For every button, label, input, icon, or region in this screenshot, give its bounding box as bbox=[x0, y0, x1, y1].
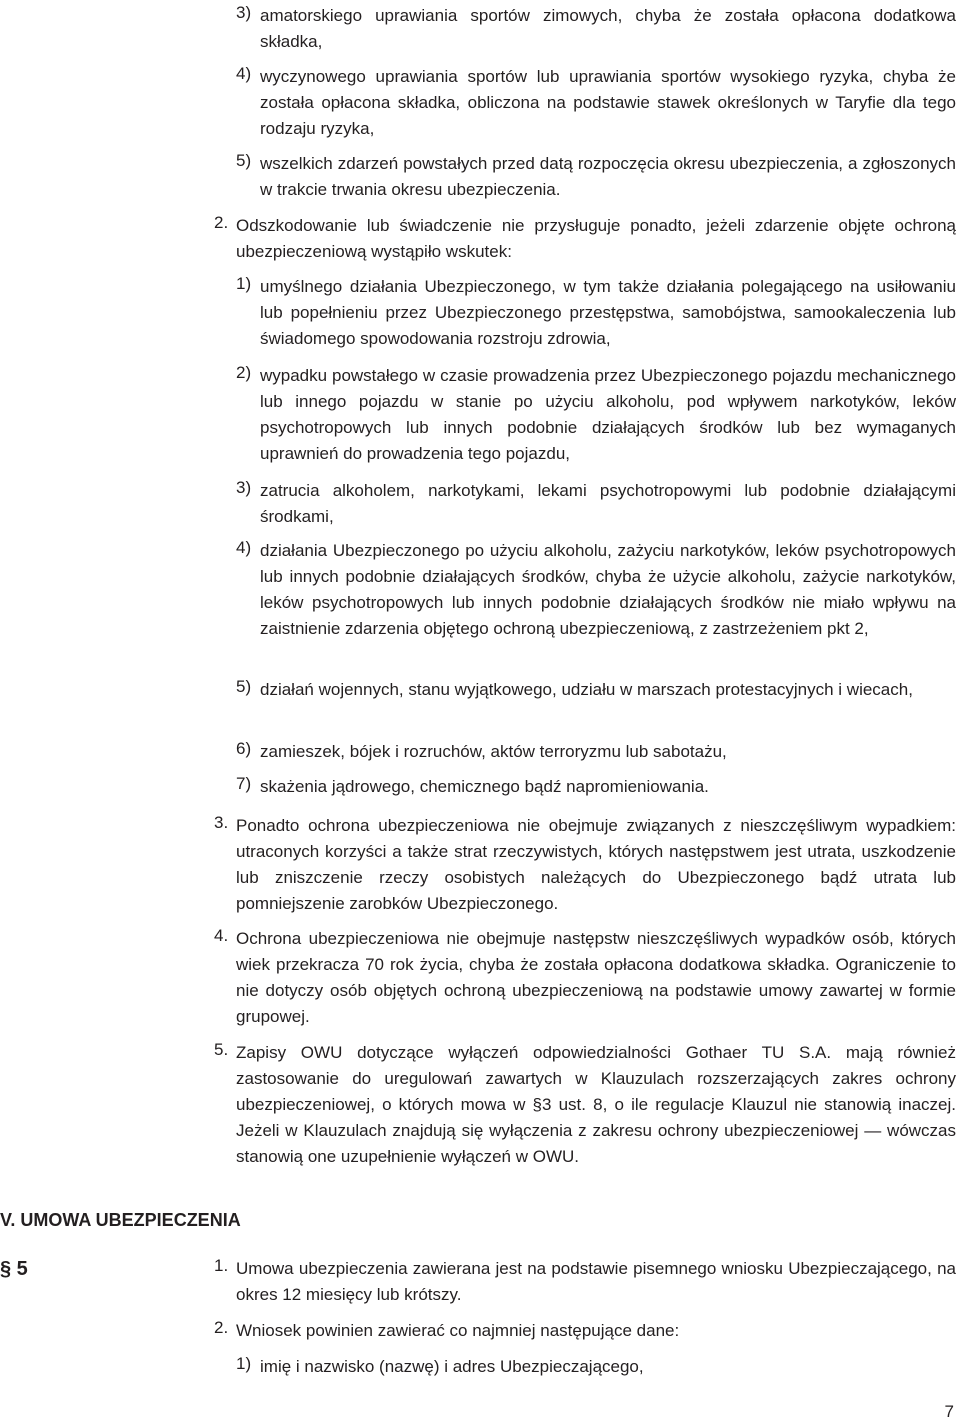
list-item-text: wszelkich zdarzeń powstałych przed datą rozpoczęcia okresu ubezpieczenia, a zgłoszonych w trakcie trwania okresu ubezpieczenia. bbox=[260, 154, 956, 199]
numbered-paragraph bbox=[214, 213, 956, 265]
list-item bbox=[236, 774, 956, 800]
list-item bbox=[236, 538, 956, 642]
list-item bbox=[236, 274, 956, 352]
page-number: 7 bbox=[944, 1402, 954, 1421]
numbered-paragraph bbox=[214, 1318, 956, 1344]
paragraph-number: 1. bbox=[214, 1256, 229, 1275]
numbered-paragraph bbox=[214, 1040, 956, 1170]
chapter-heading: V. UMOWA UBEZPIECZENIA bbox=[0, 1210, 241, 1230]
paragraph-text: Wniosek powinien zawierać co najmniej następujące dane: bbox=[236, 1321, 680, 1340]
list-item-text: imię i nazwisko (nazwę) i adres Ubezpieczającego, bbox=[260, 1357, 644, 1376]
list-item-number: 3) bbox=[236, 3, 252, 22]
list-item-number: 4) bbox=[236, 64, 252, 83]
list-item-text: działania Ubezpieczonego po użyciu alkoholu, zażyciu narkotyków, leków psychotropowych lub innych podobnie działających środków, chyba że użycie alkoholu, zażycie narkotyków, leków psychotropowych lub innych podobnie działających środków nie miało wpływu na zaistnienie zdarzenia objętego ochroną ubezpieczeniową, z zastrzeżeniem pkt 2, bbox=[260, 541, 956, 638]
list-item-text: skażenia jądrowego, chemicznego bądź napromieniowania. bbox=[260, 777, 709, 796]
paragraph-number: 5. bbox=[214, 1040, 229, 1059]
paragraph-number: 3. bbox=[214, 813, 229, 832]
list-item-number: 3) bbox=[236, 478, 252, 497]
list-item-number: 5) bbox=[236, 677, 252, 696]
list-item-text: zamieszek, bójek i rozruchów, aktów terroryzmu lub sabotażu, bbox=[260, 742, 727, 761]
list-item-text: wypadku powstałego w czasie prowadzenia przez Ubezpieczonego pojazdu mechanicznego lub innego pojazdu w stanie po użyciu alkoholu, pod wpływem narkotyków, leków psychotropowych lub innych podobnie działających środków lub bez wymaganych uprawnień do prowadzenia tego pojazdu, bbox=[260, 366, 956, 463]
paragraph-text: Umowa ubezpieczenia zawierana jest na podstawie pisemnego wniosku Ubezpieczającego, na okres 12 miesięcy lub krótszy. bbox=[236, 1259, 956, 1304]
list-item bbox=[236, 677, 956, 703]
list-item-number: 1) bbox=[236, 274, 252, 293]
list-item-number: 5) bbox=[236, 151, 252, 170]
list-item bbox=[236, 478, 956, 530]
list-item-number: 1) bbox=[236, 1354, 252, 1373]
paragraph-sign: § 5 bbox=[0, 1258, 28, 1280]
paragraph-text: Zapisy OWU dotyczące wyłączeń odpowiedzialności Gothaer TU S.A. mają również zastosowanie do uregulowań zawartych w Klauzulach rozszerzających zakres ochrony ubezpieczeniowej, o których mowa w §3 ust. 8, o ile regulacje Klauzul nie stanowią inaczej. Jeżeli w Klauzulach znajdują się wyłączenia z zakresu ochrony ubezpieczeniowej — wówczas stanowią one uzupełnienie wyłączeń w OWU. bbox=[236, 1043, 956, 1166]
paragraph-text: Odszkodowanie lub świadczenie nie przysługuje ponadto, jeżeli zdarzenie objęte ochroną ubezpieczeniową wystąpiło wskutek: bbox=[236, 216, 956, 261]
list-item-number: 2) bbox=[236, 363, 252, 382]
list-item bbox=[236, 363, 956, 467]
list-item bbox=[236, 3, 956, 55]
list-item bbox=[236, 739, 956, 765]
paragraph-number: 2. bbox=[214, 213, 229, 232]
list-item bbox=[236, 151, 956, 203]
paragraph-text: Ochrona ubezpieczeniowa nie obejmuje następstw nieszczęśliwych wypadków osób, których wiek przekracza 70 rok życia, chyba że została opłacona dodatkowa składka. Ograniczenie to nie dotyczy osób objętych ochroną ubezpieczeniową na podstawie umowy zawartej w formie grupowej. bbox=[236, 929, 956, 1026]
paragraph-text: Ponadto ochrona ubezpieczeniowa nie obejmuje związanych z nieszczęśliwym wypadkiem: utraconych korzyści a także strat rzeczywistych, których następstwem jest utrata, uszkodzenie lub zniszczenie rzeczy osobistych należących do Ubezpieczonego bądź utrata lub pomniejszenie zarobków Ubezpieczonego. bbox=[236, 816, 956, 913]
list-item-number: 6) bbox=[236, 739, 252, 758]
numbered-paragraph bbox=[214, 1256, 956, 1308]
numbered-paragraph bbox=[214, 926, 956, 1030]
list-item-text: amatorskiego uprawiania sportów zimowych, chyba że została opłacona dodatkowa składka, bbox=[260, 6, 956, 51]
list-item-text: zatrucia alkoholem, narkotykami, lekami psychotropowymi lub podobnie działającymi środkami, bbox=[260, 481, 956, 526]
list-item-text: umyślnego działania Ubezpieczonego, w tym także działania polegającego na usiłowaniu lub popełnieniu przez Ubezpieczonego przestępstwa, samobójstwa, samookaleczenia lub świadomego spowodowania rozstroju zdrowia, bbox=[260, 277, 956, 348]
paragraph-number: 4. bbox=[214, 926, 229, 945]
list-item bbox=[236, 1354, 956, 1380]
list-item-number: 7) bbox=[236, 774, 252, 793]
list-item-text: działań wojennych, stanu wyjątkowego, udziału w marszach protestacyjnych i wiecach, bbox=[260, 680, 913, 699]
numbered-paragraph bbox=[214, 813, 956, 917]
list-item bbox=[236, 64, 956, 142]
list-item-number: 4) bbox=[236, 538, 252, 557]
list-item-text: wyczynowego uprawiania sportów lub uprawiania sportów wysokiego ryzyka, chyba że została opłacona składka, obliczona na podstawie stawek określonych w Taryfie dla tego rodzaju ryzyka, bbox=[260, 67, 956, 138]
paragraph-number: 2. bbox=[214, 1318, 229, 1337]
